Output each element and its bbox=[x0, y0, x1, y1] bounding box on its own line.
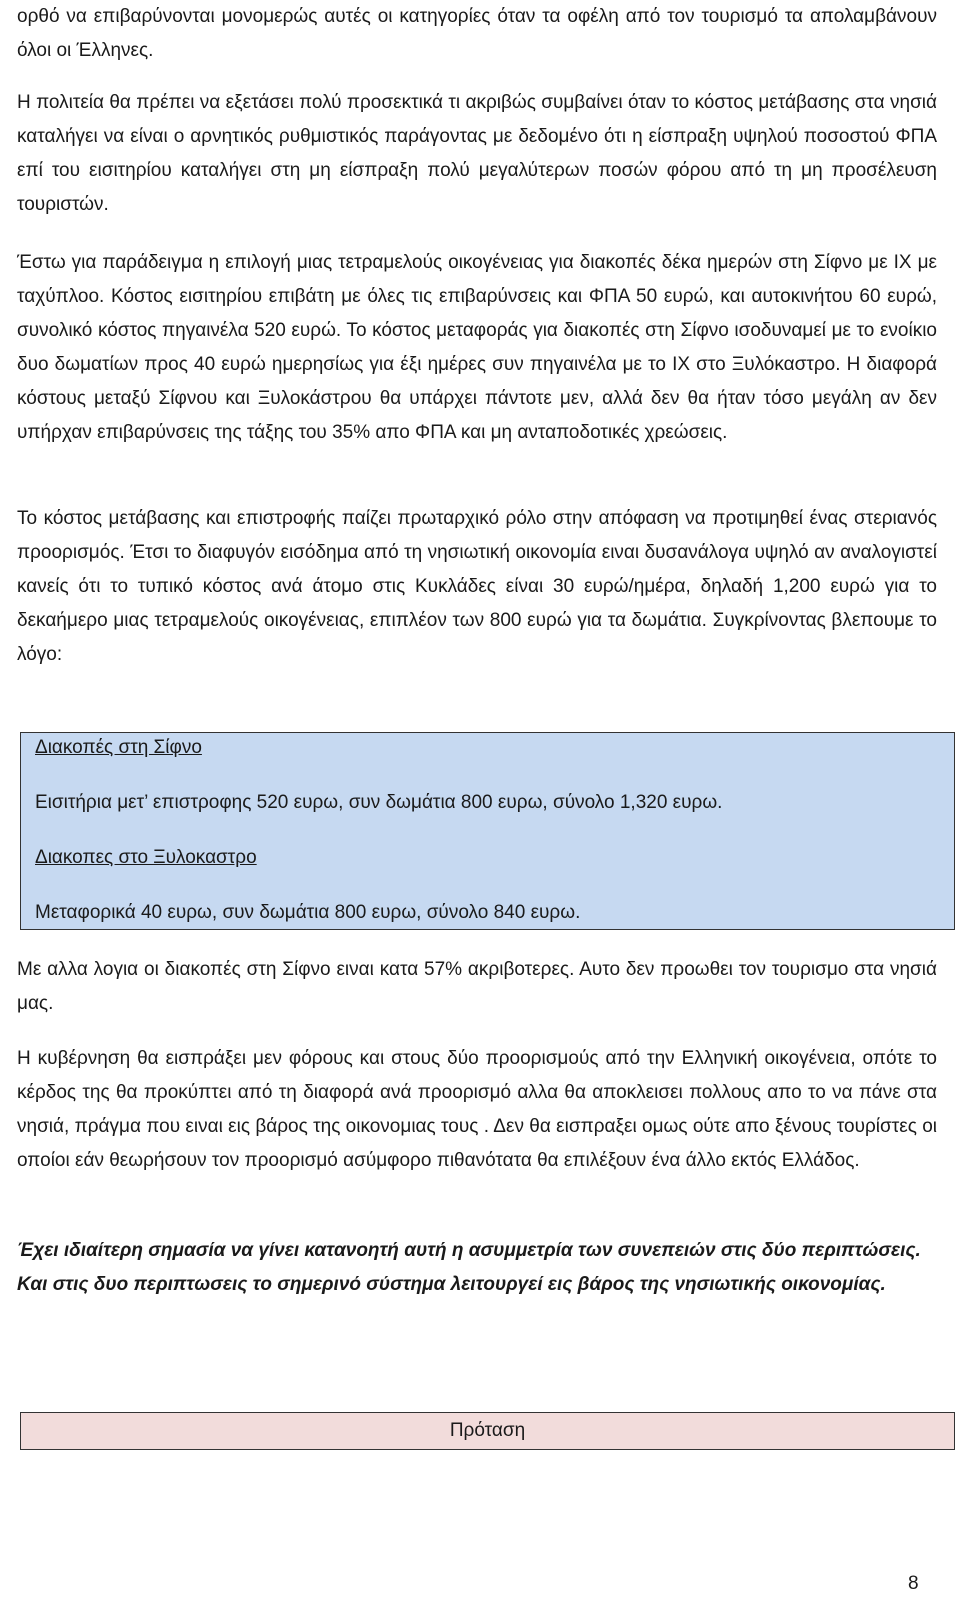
paragraph-transport-cost: Το κόστος μετάβασης και επιστροφής παίζει πρωταρχικό ρόλο στην απόφαση να προτιμηθεί ένας στεριανός προορισμός. Έτσι το διαφυγόν εισόδημα από τη νησιωτική οικονομία ειναι δυσανάλογα υψηλό αν αναλογιστεί κανείς ότι το τυπικό κόστος ανά άτομο στις Κυκλάδες είναι 30 ευρώ/ημέρα, δηλαδή 1,200 ευρώ για το δεκαήμερο μιας τετραμελούς οικογένειας, επιπλέον των 800 ευρώ για τα δωμάτια. Συγκρίνοντας βλεπουμε το λόγο: bbox=[17, 508, 937, 665]
cost-comparison-box bbox=[20, 732, 955, 930]
sifnos-heading: Διακοπές στη Σίφνο bbox=[35, 737, 202, 758]
paragraph-government: Η κυβέρνηση θα εισπράξει μεν φόρους και στους δύο προορισμούς από την Ελληνική οικογένεια, οπότε το κέρδος της θα προκύπτει από τη διαφορά ανά προορισμό αλλα θα αποκλεισει πολλους απο το να πάνε στα νησιά, πράγμα που ειναι εις βάρος της οικονομιας τους . Δεν θα εισπραξει ομως ούτε απο ξένους τουρίστες οι οποίοι εάν θεωρήσουν τον προορισμό ασύμφορο πιθανότατα θα επιλέξουν ένα άλλο εκτός Ελλάδος. bbox=[17, 1048, 937, 1171]
sifnos-costs: Εισιτήρια μετ’ επιστροφης 520 ευρω, συν δωμάτια 800 ευρω, σύνολο 1,320 ευρω. bbox=[35, 792, 723, 813]
paragraph-intro: ορθό να επιβαρύνονται μονομερώς αυτές οι κατηγορίες όταν τα οφέλη από τον τουρισμό τα απολαμβάνουν όλοι οι Έλληνες. bbox=[17, 6, 937, 61]
xylokastro-costs: Μεταφορικά 40 ευρω, συν δωμάτια 800 ευρω, σύνολο 840 ευρω. bbox=[35, 902, 581, 923]
xylokastro-heading: Διακοπες στο Ξυλοκαστρο bbox=[35, 847, 257, 868]
paragraph-conclusion: Με αλλα λογια οι διακοπές στη Σίφνο ειναι κατα 57% ακριβοτερες. Αυτο δεν προωθει τον τουρισμο στα νησιά μας. bbox=[17, 959, 937, 1014]
proposal-banner: Πρόταση bbox=[20, 1412, 955, 1450]
paragraph-policy: Η πολιτεία θα πρέπει να εξετάσει πολύ προσεκτικά τι ακριβώς συμβαίνει όταν το κόστος μετάβασης στα νησιά καταλήγει να είναι ο αρνητικός ρυθμιστικός παράγοντας με δεδομένο ότι η είσπραξη υψηλού ποσοστού ΦΠΑ επί του εισιτηρίου καταλήγει στη μη είσπραξη πολύ μεγαλύτερων ποσών φόρου από τη μη προσέλευση τουριστών. bbox=[17, 92, 937, 215]
paragraph-example: Έστω για παράδειγμα η επιλογή μιας τετραμελούς οικογένειας για διακοπές δέκα ημερών στη Σίφνο με ΙΧ με ταχύπλοο. Κόστος εισιτηρίου επιβάτη με όλες τις επιβαρύνσεις και ΦΠΑ 50 ευρώ, και αυτοκινήτου 60 ευρώ, συνολικό κόστος πηγαινέλα 520 ευρώ. Το κόστος μεταφοράς για διακοπές στη Σίφνο ισοδυναμεί με το ενοίκιο δυο δωματίων προς 40 ευρώ ημερησίως για έξι ημέρες συν πηγαινέλα με το ΙΧ στο Ξυλόκαστρο. Η διαφορά κόστους μεταξύ Σίφνου και Ξυλοκάστρου θα υπάρχει πάντοτε μεν, αλλά δεν θα ήταν τόσο μεγάλη αν δεν υπήρχαν επιβαρύνσεις της τάξης του 35% απο ΦΠΑ και μη ανταποδοτικές χρεώσεις. bbox=[17, 252, 937, 443]
paragraph-emphasis: Έχει ιδιαίτερη σημασία να γίνει κατανοητή αυτή η ασυμμετρία των συνεπειών στις δύο περιπτώσεις. Και στις δυο περιπτωσεις το σημερινό σύστημα λειτουργεί εις βάρος της νησιωτικής οικονομίας. bbox=[17, 1240, 921, 1295]
page-number: 8 bbox=[908, 1573, 919, 1594]
